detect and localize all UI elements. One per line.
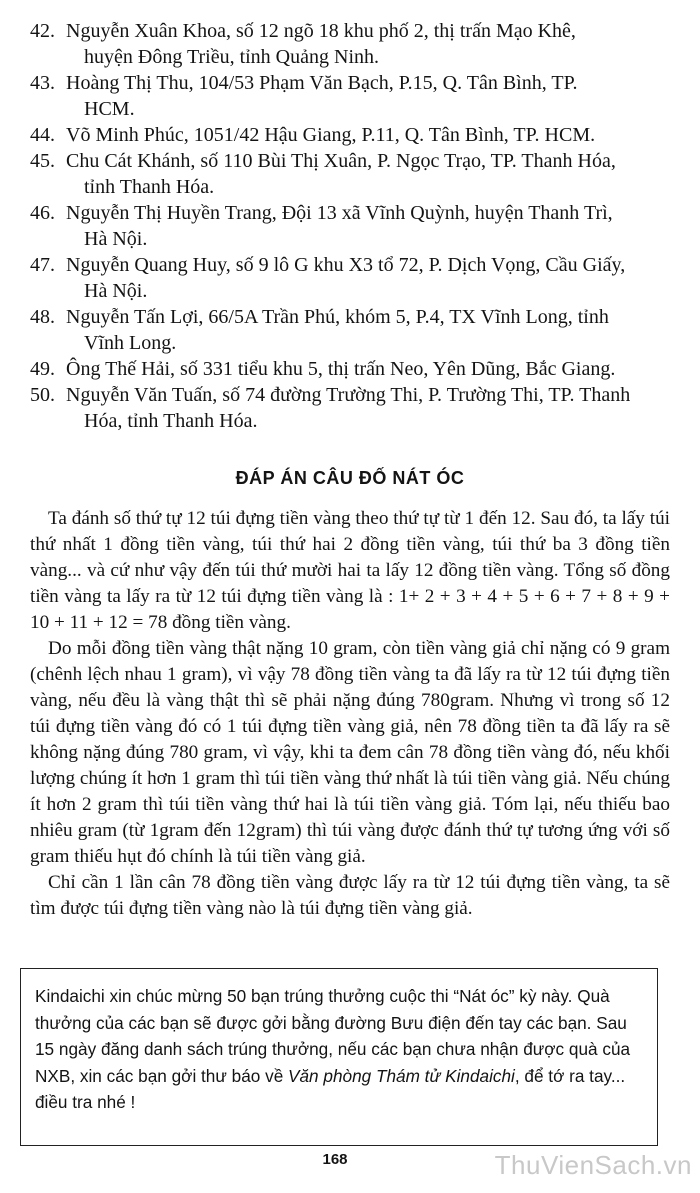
answer-paragraph: Do mỗi đồng tiền vàng thật nặng 10 gram, còn tiền vàng giả chỉ nặng có 9 gram (chênh lệch nhau 1 gram), vì vậy 78 đồng tiền vàng ta đã lấy ra từ 12 túi đựng tiền vàng, nếu đều là vàng thật thì sẽ phải nặng đúng 780gram. Nhưng vì trong số 12 túi đựng tiền vàng đó có 1 túi đựng tiền vàng giả, nên 78 đồng tiền ta đã lấy ra sẽ không nặng đúng 780 gram, vì vậy, khi ta đem cân 78 đồng tiền vàng đó, nếu khối lượng chúng ít hơn 1 gram thì túi tiền vàng thứ nhất là túi tiền vàng giả. Nếu chúng ít hơn 2 gram thì túi tiền vàng thứ hai là túi tiền vàng giả. Tóm lại, nếu thiếu bao nhiêu gram (từ 1gram đến 12gram) thì túi vàng được đánh thứ tự tương ứng với số gram thiếu hụt đó chính là túi tiền vàng giả. [30, 638, 670, 867]
list-item-text: Nguyễn Quang Huy, số 9 lô G khu X3 tổ 72, P. Dịch Vọng, Cầu Giấy, Hà Nội. [66, 254, 626, 302]
list-item-text: Ông Thế Hải, số 331 tiểu khu 5, thị trấn Neo, Yên Dũng, Bắc Giang. [66, 358, 616, 380]
list-item-number: 50. [30, 384, 55, 406]
list-item-number: 48. [30, 306, 55, 328]
list-item [30, 200, 678, 252]
list-item-number: 46. [30, 202, 55, 224]
list-item [30, 122, 678, 148]
list-item-text: Nguyễn Thị Huyền Trang, Đội 13 xã Vĩnh Quỳnh, huyện Thanh Trì, Hà Nội. [66, 202, 613, 250]
answer-paragraph: Chỉ cần 1 lần cân 78 đồng tiền vàng được lấy ra từ 12 túi đựng tiền vàng, ta sẽ tìm được túi đựng tiền vàng nào là túi đựng tiền vàng giả. [30, 872, 670, 919]
answer-body [30, 506, 670, 922]
answer-paragraph: Ta đánh số thứ tự 12 túi đựng tiền vàng theo thứ tự từ 1 đến 12. Sau đó, ta lấy túi thứ nhất 1 đồng tiền vàng, túi thứ hai 2 đồng tiền vàng, túi thứ ba 3 đồng tiền vàng... và cứ như vậy đến túi thứ mười hai ta lấy 12 đồng tiền vàng. Tổng số đồng tiền vàng ta lấy ra từ 12 túi đựng tiền vàng là : 1+ 2 + 3 + 4 + 5 + 6 + 7 + 8 + 9 + 10 + 11 + 12 = 78 đồng tiền vàng. [30, 508, 670, 633]
winners-list [30, 18, 678, 434]
list-item-number: 44. [30, 124, 55, 146]
list-item-number: 43. [30, 72, 55, 94]
notice-box [20, 968, 658, 1146]
list-item [30, 252, 678, 304]
list-item [30, 356, 678, 382]
list-item-text: Nguyễn Xuân Khoa, số 12 ngõ 18 khu phố 2, thị trấn Mạo Khê, huyện Đông Triều, tỉnh Quảng Ninh. [66, 20, 576, 68]
notice-tail: , để tớ ra tay... điều tra nhé ! [35, 1065, 626, 1112]
notice-office-name: Văn phòng Thám tử Kindaichi [288, 1065, 515, 1086]
answer-heading: ĐÁP ÁN CÂU ĐỐ NÁT ÓC [235, 468, 465, 488]
list-item [30, 304, 678, 356]
list-item-text: Võ Minh Phúc, 1051/42 Hậu Giang, P.11, Q. Tân Bình, TP. HCM. [66, 124, 596, 146]
list-item-text: Hoàng Thị Thu, 104/53 Phạm Văn Bạch, P.15, Q. Tân Bình, TP. HCM. [66, 72, 578, 120]
list-item [30, 382, 678, 434]
list-item-text: Nguyễn Tấn Lợi, 66/5A Trần Phú, khóm 5, P.4, TX Vĩnh Long, tỉnh Vĩnh Long. [66, 306, 609, 354]
list-item [30, 18, 678, 70]
list-item-text: Nguyễn Văn Tuấn, số 74 đường Trường Thi, P. Trường Thi, TP. Thanh Hóa, tỉnh Thanh Hóa. [66, 384, 631, 432]
list-item [30, 70, 678, 122]
list-item-number: 49. [30, 358, 55, 380]
list-item-number: 42. [30, 20, 55, 42]
notice-text: Kindaichi xin chúc mừng 50 bạn trúng thưởng cuộc thi “Nát óc” kỳ này. Quà thưởng của các bạn sẽ được gởi bằng đường Bưu điện đến tay các bạn. Sau 15 ngày đăng danh sách trúng thưởng, nếu các bạn chưa nhận được quà của NXB, xin các bạn gởi thư báo về [35, 986, 631, 1086]
watermark-logo: ThuVienSach.vn [494, 1150, 692, 1180]
list-item-text: Chu Cát Khánh, số 110 Bùi Thị Xuân, P. Ngọc Trạo, TP. Thanh Hóa, tỉnh Thanh Hóa. [66, 150, 616, 198]
list-item-number: 47. [30, 254, 55, 276]
page-number: 168 [322, 1151, 348, 1168]
list-item-number: 45. [30, 150, 55, 172]
list-item [30, 148, 678, 200]
